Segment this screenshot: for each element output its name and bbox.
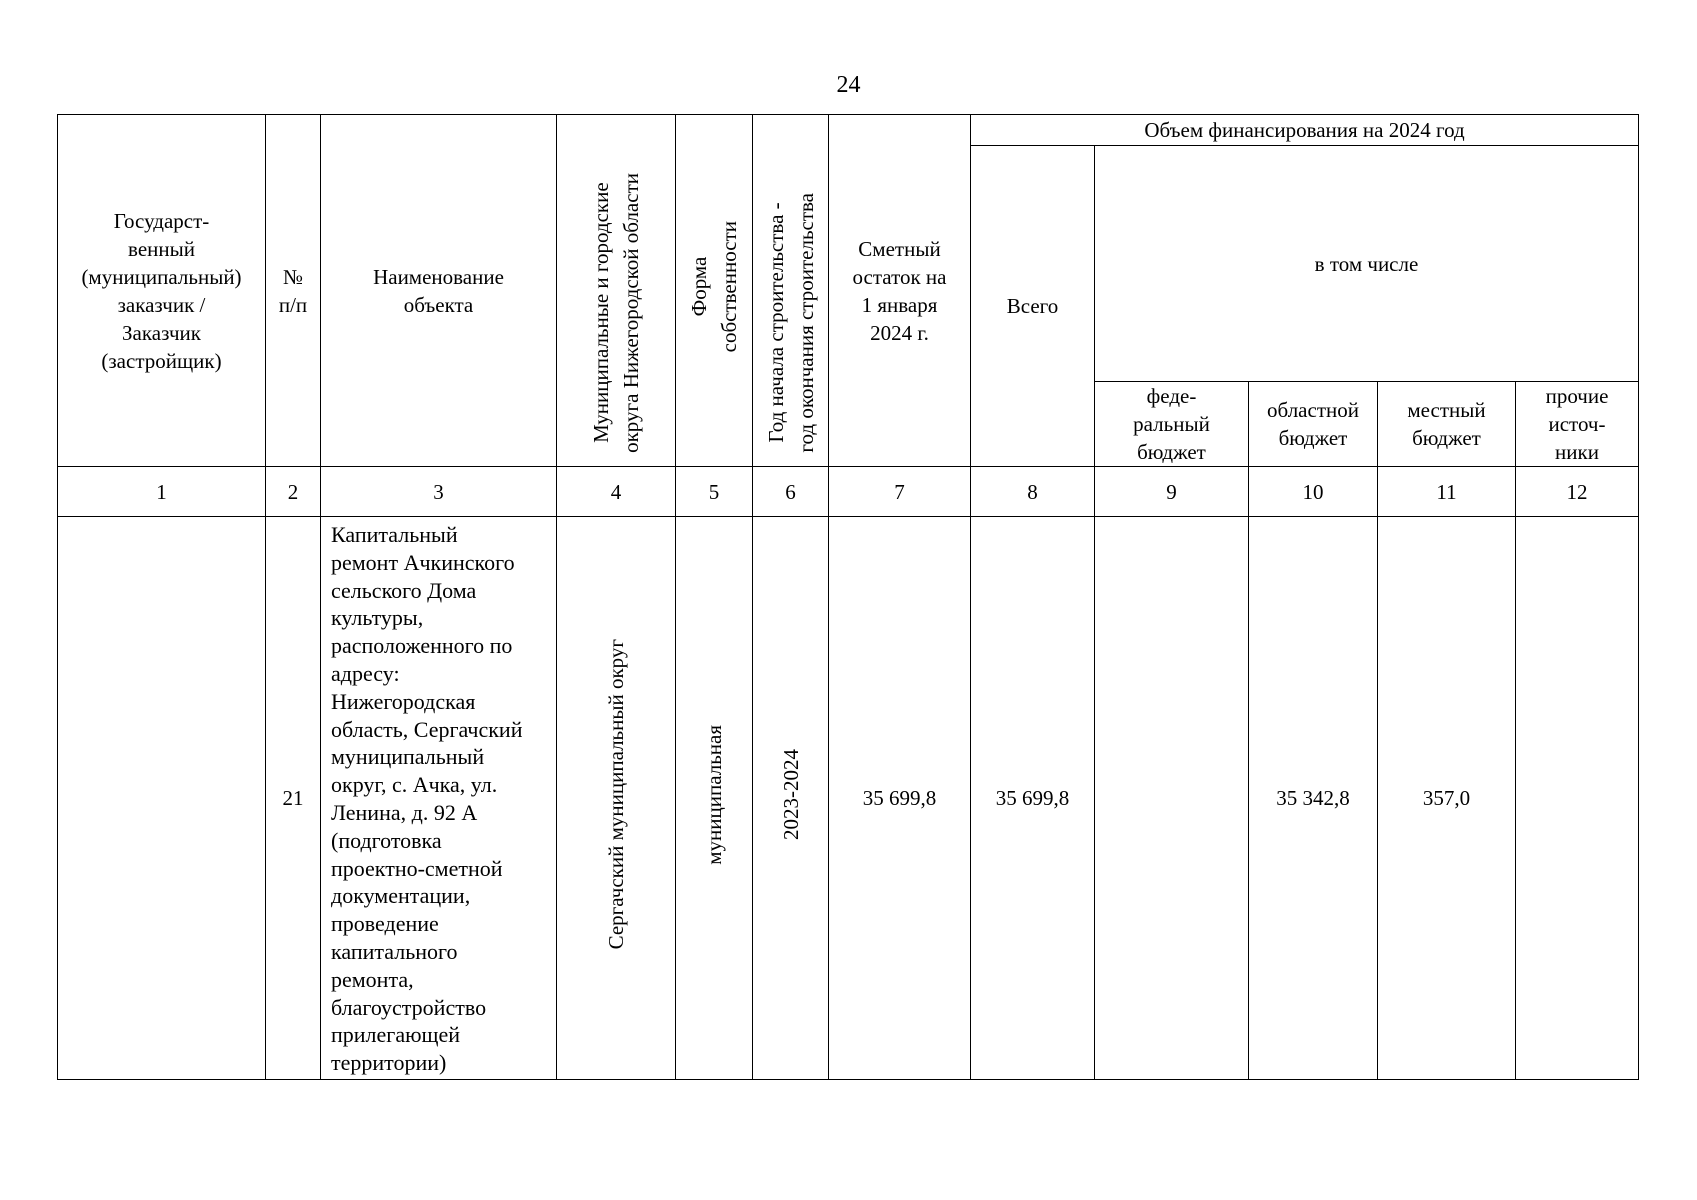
- header-number: № п/п: [266, 115, 321, 467]
- table-row: [58, 517, 1639, 1080]
- header-total: Всего: [971, 146, 1095, 467]
- header-local: местный бюджет: [1378, 382, 1516, 467]
- row-estimate-balance: 35 699,8: [829, 517, 971, 1080]
- row-customer: [58, 517, 266, 1080]
- row-ownership: муниципальная: [702, 724, 726, 865]
- header-federal: феде- ральный бюджет: [1095, 382, 1249, 467]
- header-years: Год начала строительства - год окончания строительства: [763, 193, 818, 453]
- header-including: в том числе: [1095, 146, 1639, 382]
- column-number: 7: [829, 467, 971, 517]
- column-number: 9: [1095, 467, 1249, 517]
- row-other: [1516, 517, 1639, 1080]
- row-number: 21: [266, 517, 321, 1080]
- row-municipality-cell: [557, 517, 676, 1080]
- header-other: прочие источ- ники: [1516, 382, 1639, 467]
- column-number: 10: [1249, 467, 1378, 517]
- column-number: 11: [1378, 467, 1516, 517]
- header-customer: Государст- венный (муниципальный) заказчик / Заказчик (застройщик): [58, 115, 266, 467]
- header-municipalities: Муниципальные и городские округа Нижегородской области: [589, 173, 643, 453]
- page-number: 24: [836, 72, 861, 98]
- column-number: 8: [971, 467, 1095, 517]
- financing-table: [57, 114, 1639, 1080]
- row-object-name: Капитальный ремонт Ачкинского сельского Дома культуры, расположенного по адресу: Нижегородская область, Сергачский муниципальный округ, с. Ачка, ул. Ленина, д. 92 А (подготовка проектно-сметной документации, проведение капитального ремонта, благоустройство прилегающей территории): [321, 517, 557, 1080]
- header-municipalities-cell: [557, 115, 676, 467]
- header-ownership: Форма собственности: [687, 221, 741, 353]
- row-ownership-cell: [676, 517, 753, 1080]
- header-estimate-balance: Сметный остаток на 1 января 2024 г.: [829, 115, 971, 467]
- row-federal: [1095, 517, 1249, 1080]
- header-object-name: Наименование объекта: [321, 115, 557, 467]
- column-number: 12: [1516, 467, 1639, 517]
- column-number: 2: [266, 467, 321, 517]
- header-regional: областной бюджет: [1249, 382, 1378, 467]
- column-number: 4: [557, 467, 676, 517]
- column-number: 3: [321, 467, 557, 517]
- row-local: 357,0: [1378, 517, 1516, 1080]
- header-ownership-cell: [676, 115, 753, 467]
- column-number: 6: [753, 467, 829, 517]
- header-years-cell: [753, 115, 829, 467]
- column-number: 5: [676, 467, 753, 517]
- row-years-cell: [753, 517, 829, 1080]
- header-row-top: [58, 115, 1639, 146]
- header-financing-group: Объем финансирования на 2024 год: [971, 115, 1639, 146]
- row-total: 35 699,8: [971, 517, 1095, 1080]
- row-municipality: Сергачский муниципальный округ: [604, 639, 628, 950]
- row-regional: 35 342,8: [1249, 517, 1378, 1080]
- column-number-row: [58, 467, 1639, 517]
- row-years: 2023-2024: [778, 749, 803, 840]
- column-number: 1: [58, 467, 266, 517]
